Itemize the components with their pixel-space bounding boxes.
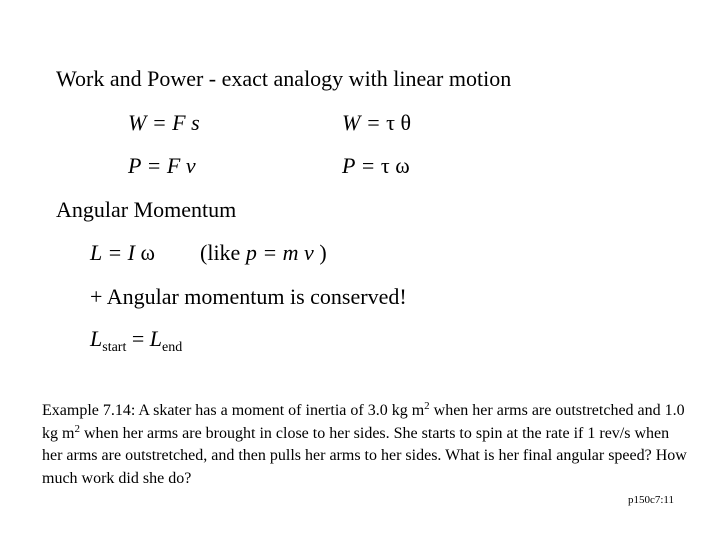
heading-angular-momentum: Angular Momentum	[56, 197, 237, 222]
analogy-close: )	[313, 240, 327, 265]
example-part-1: Example 7.14: A skater has a moment of inertia of 3.0 kg m	[42, 402, 425, 419]
slide-id: p150c7:11	[627, 494, 674, 506]
l-end-subscript: end	[162, 340, 183, 355]
equation-power-angular-lhs: P =	[342, 153, 381, 178]
example-sup-2: 2	[74, 422, 80, 435]
angular-momentum-definition	[90, 240, 155, 266]
equation-power-linear: P = F v	[128, 153, 196, 178]
conservation-equals: =	[126, 326, 150, 351]
conservation-equation	[90, 326, 183, 355]
equation-work-angular-rhs: τ θ	[386, 110, 412, 135]
example-part-2: when her arms are outstretched and 1.0 kg m	[42, 402, 685, 442]
heading-work-power: Work and Power - exact analogy with linear motion	[56, 66, 512, 91]
analogy-open: (like	[200, 240, 246, 265]
equation-power-angular	[342, 153, 410, 179]
momentum-omega: ω	[140, 240, 155, 265]
l-start: L	[90, 326, 103, 351]
example-sup-1: 2	[424, 400, 430, 412]
linear-momentum-analogy	[200, 240, 327, 266]
l-start-subscript: start	[102, 340, 127, 355]
example-problem	[42, 400, 690, 490]
equation-work-angular	[342, 110, 411, 136]
analogy-expression: p = m v	[245, 240, 314, 265]
l-end: L	[149, 326, 163, 351]
conserved-statement: + Angular momentum is conserved!	[90, 284, 407, 309]
equation-work-angular-lhs: W =	[342, 110, 387, 135]
example-part-3: when her arms are brought in close to her sides. She starts to spin at the rate if 1 rev/s when her arms are outstretched, and then pulls her arms to her sides. What is her final angular speed? How much work did she do?	[42, 424, 687, 487]
equation-power-angular-rhs: τ ω	[380, 153, 410, 178]
momentum-lhs: L = I	[90, 240, 141, 265]
equation-work-linear: W = F s	[128, 110, 200, 135]
